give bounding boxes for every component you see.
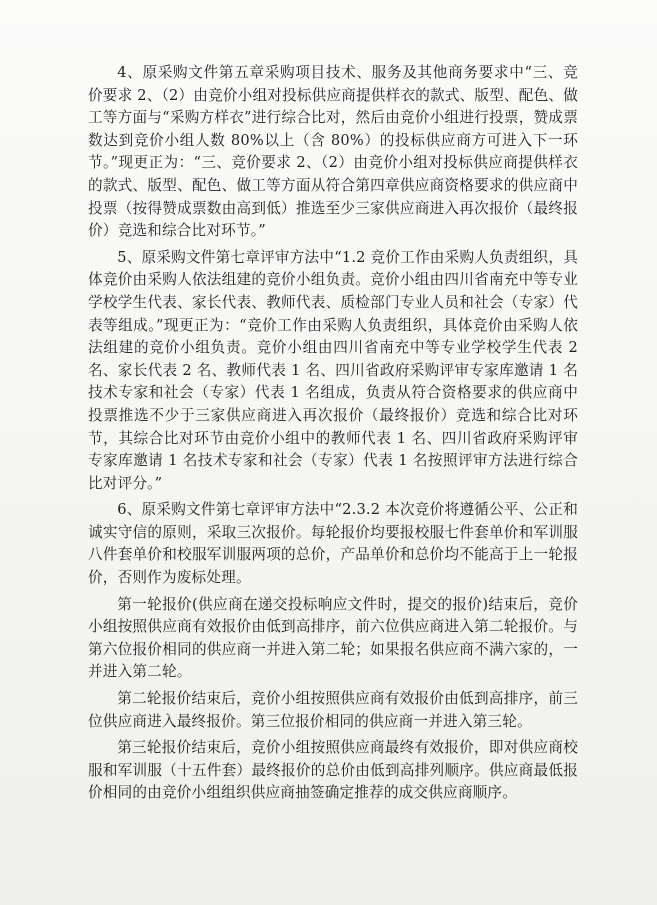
paragraph-round-three: 第三轮报价结束后，竞价小组按照供应商最终有效报价，即对供应商校服和军训服（十五件套）最终报价的总价由低到高排列顺序。供应商最低报价相同的由竞价小组组织供应商抽签确定推荐的成交供应商顺序。 — [88, 739, 578, 802]
paragraph-round-two: 第二轮报价结束后，竞价小组按照供应商有效报价由低到高排序，前三位供应商进入最终报价。第三位报价相同的供应商一并进入第三轮。 — [88, 690, 578, 730]
paragraph-item-5: 5、原采购文件第七章评审方法中“1.2 竞价工作由采购人负责组织，具体竞价由采购人依法组建的竞价小组负责。竞价小组由四川省南充中等专业学校学生代表、家长代表、教师代表、质检部门专业人员和社会（专家）代表等组成。”现更正为：“竞价工作由采购人负责组织，具体竞价由采购人依法组建的竞价小组负责。竞价小组由四川省南充中等专业学校学生代表 2 名、家长代表 2 名、教师代表 1 名、四川省政府采购评审专家库邀请 1 名技术专家和社会（专家）代表 1 名组成，负责从符合资格要求的供应商中投票推选不少于三家供应商进入再次报价（最终报价）竞选和综合比对环节，其综合比对环节由竞价小组中的教师代表 1 名、四川省政府采购评审专家库邀请 1 名技术专家和社会（专家）代表 1 名按照评审方法进行综合比对评分。” — [88, 248, 578, 492]
paragraph-round-one: 第一轮报价(供应商在递交投标响应文件时，提交的报价)结束后，竞价小组按照供应商有效报价由低到高排序，前六位供应商进入第二轮报价。与第六位报价相同的供应商一并进入第二轮；如果报名供应商不满六家的，一并进入第二轮。 — [88, 595, 578, 681]
paragraph-item-6: 6、原采购文件第七章评审方法中“2.3.2 本次竞价将遵循公平、公正和诚实守信的原则，采取三次报价。每轮报价均要报校服七件套单价和军训服八件套单价和校服军训服两项的总价，产品单价和总价均不能高于上一轮报价，否则作为废标处理。 — [88, 501, 578, 587]
document-body — [88, 62, 578, 805]
paragraph-item-4: 4、原采购文件第五章采购项目技术、服务及其他商务要求中“三、竞价要求 2、（2）由竞价小组对投标供应商提供样衣的款式、版型、配色、做工等方面与“采购方样衣”进行综合比对，然后由竞价小组进行投票，赞成票数达到竞价小组人数 80%以上（含 80%）的投标供应商方可进入下一环节。”现更正为：“三、竞价要求 2、（2）由竞价小组对投标供应商提供样衣的款式、版型、配色、做工等方面从符合第四章供应商资格要求的供应商中投票（按得赞成票数由高到低）推选至少三家供应商进入再次报价（最终报价）竞选和综合比对环节。” — [88, 64, 578, 240]
